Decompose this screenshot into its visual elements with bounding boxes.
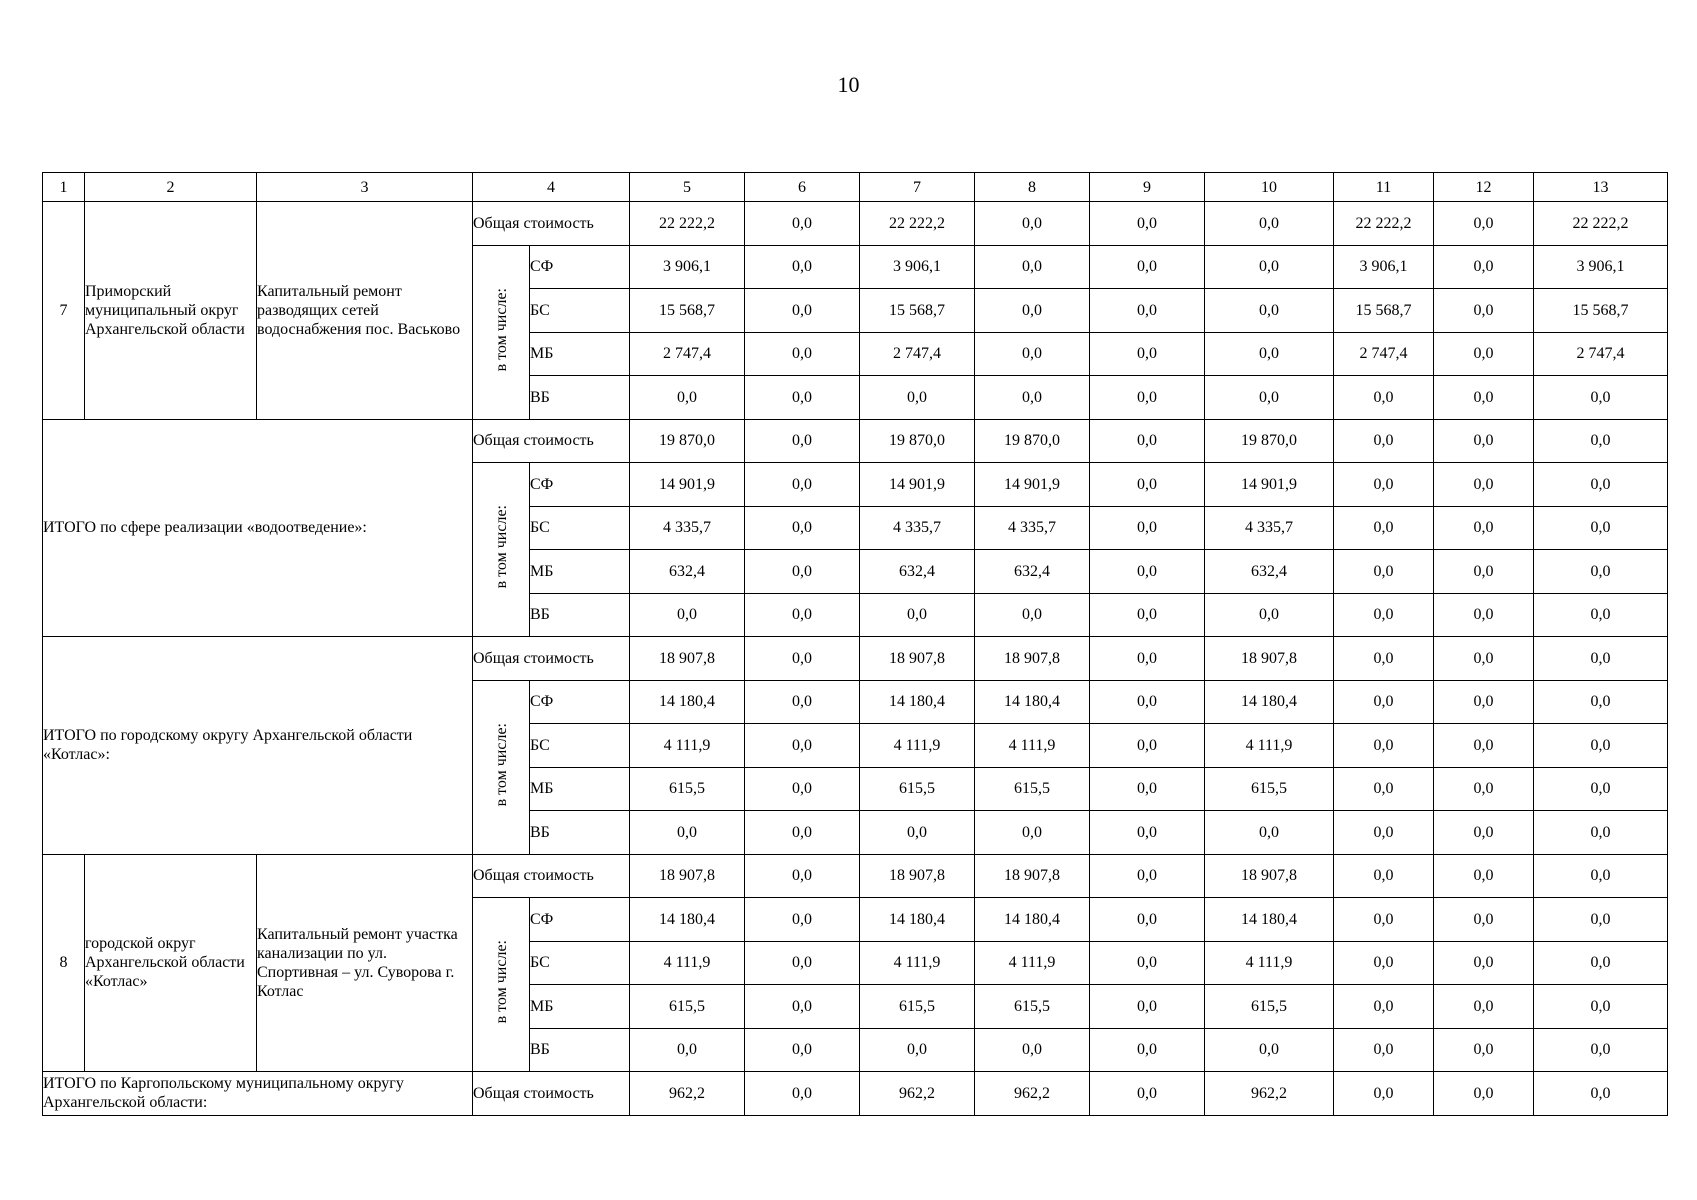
value-cell: 962,2 — [860, 1072, 975, 1116]
value-cell: 0,0 — [745, 419, 860, 463]
value-cell: 0,0 — [1090, 289, 1205, 333]
value-cell: 4 111,9 — [1205, 941, 1334, 985]
value-cell: 632,4 — [1205, 550, 1334, 594]
value-cell: 0,0 — [1090, 1072, 1205, 1116]
including-label-cell — [473, 463, 530, 637]
organization-cell: городской округ Архангельской области «Котлас» — [85, 854, 257, 1072]
total-title-cell: ИТОГО по сфере реализации «водоотведение»: — [43, 419, 473, 637]
value-cell: 0,0 — [1090, 463, 1205, 507]
row-number: 8 — [43, 854, 85, 1072]
value-cell: 0,0 — [1434, 550, 1534, 594]
value-cell: 4 111,9 — [1205, 724, 1334, 768]
value-cell: 0,0 — [745, 811, 860, 855]
value-cell: 0,0 — [1434, 854, 1534, 898]
value-cell: 0,0 — [1334, 854, 1434, 898]
value-cell: 15 568,7 — [1534, 289, 1668, 333]
value-cell: 0,0 — [745, 680, 860, 724]
value-cell: 0,0 — [1534, 419, 1668, 463]
value-cell: 0,0 — [630, 811, 745, 855]
work-description-cell: Капитальный ремонт участка канализации по ул. Спортивная – ул. Суворова г. Котлас — [257, 854, 473, 1072]
value-cell: 4 335,7 — [1205, 506, 1334, 550]
value-cell: 0,0 — [1090, 506, 1205, 550]
value-cell: 0,0 — [1090, 550, 1205, 594]
value-cell: 0,0 — [1334, 1028, 1434, 1072]
value-cell: 14 180,4 — [1205, 898, 1334, 942]
including-label: в том числе: — [492, 722, 510, 807]
table-row — [43, 202, 1668, 246]
column-header: 10 — [1205, 173, 1334, 202]
funding-source-cell: СФ — [530, 898, 630, 942]
value-cell: 0,0 — [860, 811, 975, 855]
value-cell: 14 901,9 — [860, 463, 975, 507]
value-cell: 0,0 — [745, 332, 860, 376]
value-cell: 4 111,9 — [860, 941, 975, 985]
value-cell: 0,0 — [1434, 332, 1534, 376]
value-cell: 0,0 — [1434, 1072, 1534, 1116]
column-header: 3 — [257, 173, 473, 202]
value-cell: 615,5 — [1205, 985, 1334, 1029]
value-cell: 0,0 — [1434, 724, 1534, 768]
value-cell: 615,5 — [860, 767, 975, 811]
value-cell: 0,0 — [745, 1028, 860, 1072]
including-label-cell — [473, 680, 530, 854]
value-cell: 0,0 — [1434, 767, 1534, 811]
funding-source-cell: МБ — [530, 332, 630, 376]
value-cell: 0,0 — [1434, 811, 1534, 855]
value-cell: 615,5 — [975, 767, 1090, 811]
column-header: 11 — [1334, 173, 1434, 202]
value-cell: 0,0 — [1205, 202, 1334, 246]
value-cell: 15 568,7 — [1334, 289, 1434, 333]
value-cell: 0,0 — [1090, 898, 1205, 942]
value-cell: 0,0 — [1090, 332, 1205, 376]
value-cell: 0,0 — [1434, 289, 1534, 333]
funding-source-cell: ВБ — [530, 811, 630, 855]
value-cell: 0,0 — [1334, 941, 1434, 985]
value-cell: 0,0 — [1334, 506, 1434, 550]
value-cell: 0,0 — [1334, 550, 1434, 594]
value-cell: 0,0 — [1534, 593, 1668, 637]
value-cell: 3 906,1 — [1334, 245, 1434, 289]
value-cell: 2 747,4 — [1534, 332, 1668, 376]
funding-source-cell: МБ — [530, 985, 630, 1029]
including-label-cell — [473, 898, 530, 1072]
value-cell: 0,0 — [1434, 593, 1534, 637]
value-cell: 615,5 — [1205, 767, 1334, 811]
funding-source-cell: СФ — [530, 680, 630, 724]
value-cell: 4 335,7 — [975, 506, 1090, 550]
value-cell: 0,0 — [975, 289, 1090, 333]
value-cell: 0,0 — [1090, 245, 1205, 289]
value-cell: 0,0 — [1534, 811, 1668, 855]
value-cell: 14 180,4 — [860, 898, 975, 942]
value-cell: 0,0 — [1434, 1028, 1534, 1072]
value-cell: 632,4 — [630, 550, 745, 594]
value-cell: 615,5 — [975, 985, 1090, 1029]
value-cell: 0,0 — [1090, 1028, 1205, 1072]
including-label: в том числе: — [492, 940, 510, 1024]
value-cell: 0,0 — [1334, 811, 1434, 855]
value-cell: 0,0 — [860, 1028, 975, 1072]
value-cell: 0,0 — [745, 202, 860, 246]
including-label: в том числе: — [492, 287, 510, 372]
table-row — [43, 1072, 1668, 1116]
value-cell: 0,0 — [860, 593, 975, 637]
value-cell: 0,0 — [1434, 376, 1534, 420]
value-cell: 18 907,8 — [860, 854, 975, 898]
value-cell: 15 568,7 — [630, 289, 745, 333]
funding-source-cell: ВБ — [530, 376, 630, 420]
value-cell: 615,5 — [630, 985, 745, 1029]
value-cell: 2 747,4 — [1334, 332, 1434, 376]
value-cell: 18 907,8 — [630, 854, 745, 898]
value-cell: 0,0 — [1534, 1028, 1668, 1072]
value-cell: 0,0 — [1534, 376, 1668, 420]
value-cell: 615,5 — [630, 767, 745, 811]
value-cell: 632,4 — [975, 550, 1090, 594]
value-cell: 0,0 — [1534, 854, 1668, 898]
funding-source-cell: СФ — [530, 463, 630, 507]
table-row — [43, 419, 1668, 463]
total-title-cell: ИТОГО по городскому округу Архангельской области «Котлас»: — [43, 637, 473, 855]
value-cell: 0,0 — [1434, 463, 1534, 507]
value-cell: 0,0 — [1090, 767, 1205, 811]
value-cell: 0,0 — [745, 593, 860, 637]
value-cell: 0,0 — [1205, 811, 1334, 855]
column-header: 7 — [860, 173, 975, 202]
value-cell: 0,0 — [1534, 463, 1668, 507]
value-cell: 0,0 — [1534, 767, 1668, 811]
value-cell: 3 906,1 — [860, 245, 975, 289]
column-header: 12 — [1434, 173, 1534, 202]
column-header: 9 — [1090, 173, 1205, 202]
value-cell: 15 568,7 — [860, 289, 975, 333]
value-cell: 0,0 — [745, 985, 860, 1029]
value-cell: 0,0 — [1334, 680, 1434, 724]
value-cell: 4 111,9 — [630, 941, 745, 985]
value-cell: 22 222,2 — [1534, 202, 1668, 246]
value-cell: 19 870,0 — [1205, 419, 1334, 463]
value-cell: 0,0 — [745, 506, 860, 550]
including-label: в том числе: — [492, 505, 510, 589]
value-cell: 0,0 — [1534, 898, 1668, 942]
value-cell: 4 335,7 — [860, 506, 975, 550]
value-cell: 0,0 — [860, 376, 975, 420]
funding-source-cell: СФ — [530, 245, 630, 289]
funding-source-cell: МБ — [530, 767, 630, 811]
value-cell: 0,0 — [1090, 202, 1205, 246]
value-cell: 0,0 — [1090, 854, 1205, 898]
value-cell: 4 111,9 — [630, 724, 745, 768]
value-cell: 3 906,1 — [1534, 245, 1668, 289]
value-cell: 0,0 — [1090, 941, 1205, 985]
value-cell: 0,0 — [1534, 550, 1668, 594]
value-cell: 3 906,1 — [630, 245, 745, 289]
funding-source-cell: МБ — [530, 550, 630, 594]
value-cell: 4 111,9 — [975, 941, 1090, 985]
value-cell: 0,0 — [1534, 1072, 1668, 1116]
organization-cell: Приморский муниципальный округ Архангельской области — [85, 202, 257, 420]
value-cell: 0,0 — [1334, 463, 1434, 507]
value-cell: 19 870,0 — [975, 419, 1090, 463]
value-cell: 0,0 — [1090, 376, 1205, 420]
work-description-cell: Капитальный ремонт разводящих сетей водоснабжения пос. Васьково — [257, 202, 473, 420]
total-cost-label: Общая стоимость — [473, 637, 630, 681]
value-cell: 0,0 — [1434, 506, 1534, 550]
value-cell: 0,0 — [1205, 289, 1334, 333]
column-header: 2 — [85, 173, 257, 202]
value-cell: 0,0 — [1534, 941, 1668, 985]
row-number: 7 — [43, 202, 85, 420]
total-title-cell: ИТОГО по Каргопольскому муниципальному округу Архангельской области: — [43, 1072, 473, 1116]
value-cell: 18 907,8 — [1205, 637, 1334, 681]
value-cell: 14 901,9 — [1205, 463, 1334, 507]
value-cell: 0,0 — [1205, 376, 1334, 420]
total-cost-label: Общая стоимость — [473, 854, 630, 898]
value-cell: 0,0 — [1434, 985, 1534, 1029]
column-header: 6 — [745, 173, 860, 202]
funding-source-cell: БС — [530, 724, 630, 768]
value-cell: 0,0 — [1534, 506, 1668, 550]
value-cell: 0,0 — [745, 898, 860, 942]
header-row — [43, 173, 1668, 202]
value-cell: 615,5 — [860, 985, 975, 1029]
value-cell: 0,0 — [1434, 202, 1534, 246]
value-cell: 0,0 — [745, 854, 860, 898]
value-cell: 22 222,2 — [1334, 202, 1434, 246]
table-row — [43, 637, 1668, 681]
value-cell: 0,0 — [630, 1028, 745, 1072]
value-cell: 0,0 — [1434, 898, 1534, 942]
value-cell: 22 222,2 — [860, 202, 975, 246]
value-cell: 0,0 — [1534, 724, 1668, 768]
value-cell: 962,2 — [1205, 1072, 1334, 1116]
value-cell: 14 180,4 — [975, 680, 1090, 724]
value-cell: 632,4 — [860, 550, 975, 594]
value-cell: 14 180,4 — [1205, 680, 1334, 724]
value-cell: 0,0 — [975, 811, 1090, 855]
value-cell: 0,0 — [1434, 941, 1534, 985]
value-cell: 0,0 — [745, 463, 860, 507]
column-header: 5 — [630, 173, 745, 202]
value-cell: 22 222,2 — [630, 202, 745, 246]
value-cell: 0,0 — [745, 289, 860, 333]
value-cell: 0,0 — [745, 767, 860, 811]
funding-source-cell: БС — [530, 506, 630, 550]
value-cell: 4 111,9 — [860, 724, 975, 768]
value-cell: 0,0 — [1205, 593, 1334, 637]
value-cell: 0,0 — [1334, 637, 1434, 681]
value-cell: 0,0 — [1334, 724, 1434, 768]
value-cell: 14 180,4 — [630, 898, 745, 942]
value-cell: 0,0 — [745, 1072, 860, 1116]
value-cell: 0,0 — [1434, 637, 1534, 681]
value-cell: 0,0 — [1090, 985, 1205, 1029]
page-number: 10 — [837, 72, 860, 97]
value-cell: 0,0 — [975, 332, 1090, 376]
value-cell: 0,0 — [975, 202, 1090, 246]
value-cell: 0,0 — [1090, 724, 1205, 768]
value-cell: 4 335,7 — [630, 506, 745, 550]
funding-source-cell: БС — [530, 941, 630, 985]
value-cell: 0,0 — [1334, 898, 1434, 942]
value-cell: 14 901,9 — [975, 463, 1090, 507]
value-cell: 0,0 — [1334, 419, 1434, 463]
value-cell: 0,0 — [1334, 767, 1434, 811]
value-cell: 0,0 — [1434, 680, 1534, 724]
value-cell: 0,0 — [630, 593, 745, 637]
value-cell: 0,0 — [1090, 811, 1205, 855]
value-cell: 0,0 — [1334, 593, 1434, 637]
value-cell: 0,0 — [1534, 680, 1668, 724]
column-header: 8 — [975, 173, 1090, 202]
value-cell: 0,0 — [745, 245, 860, 289]
value-cell: 0,0 — [1205, 1028, 1334, 1072]
value-cell: 19 870,0 — [630, 419, 745, 463]
value-cell: 0,0 — [1434, 419, 1534, 463]
value-cell: 0,0 — [1534, 985, 1668, 1029]
value-cell: 962,2 — [975, 1072, 1090, 1116]
value-cell: 0,0 — [1205, 245, 1334, 289]
value-cell: 0,0 — [1334, 1072, 1434, 1116]
value-cell: 0,0 — [630, 376, 745, 420]
funding-source-cell: ВБ — [530, 593, 630, 637]
value-cell: 18 907,8 — [1205, 854, 1334, 898]
value-cell: 0,0 — [1334, 985, 1434, 1029]
value-cell: 0,0 — [975, 245, 1090, 289]
value-cell: 0,0 — [745, 941, 860, 985]
value-cell: 18 907,8 — [975, 854, 1090, 898]
value-cell: 14 180,4 — [975, 898, 1090, 942]
value-cell: 0,0 — [1534, 637, 1668, 681]
value-cell: 0,0 — [1434, 245, 1534, 289]
value-cell: 19 870,0 — [860, 419, 975, 463]
value-cell: 0,0 — [975, 1028, 1090, 1072]
value-cell: 0,0 — [1334, 376, 1434, 420]
value-cell: 18 907,8 — [975, 637, 1090, 681]
budget-table — [42, 172, 1668, 1116]
value-cell: 14 180,4 — [630, 680, 745, 724]
value-cell: 4 111,9 — [975, 724, 1090, 768]
value-cell: 0,0 — [1205, 332, 1334, 376]
value-cell: 0,0 — [975, 376, 1090, 420]
value-cell: 0,0 — [1090, 593, 1205, 637]
value-cell: 18 907,8 — [860, 637, 975, 681]
value-cell: 0,0 — [1090, 419, 1205, 463]
total-cost-label: Общая стоимость — [473, 419, 630, 463]
total-cost-label: Общая стоимость — [473, 1072, 630, 1116]
value-cell: 0,0 — [745, 550, 860, 594]
including-label-cell — [473, 245, 530, 419]
value-cell: 0,0 — [745, 724, 860, 768]
value-cell: 0,0 — [745, 637, 860, 681]
funding-source-cell: БС — [530, 289, 630, 333]
value-cell: 0,0 — [1090, 637, 1205, 681]
value-cell: 14 901,9 — [630, 463, 745, 507]
value-cell: 0,0 — [975, 593, 1090, 637]
funding-source-cell: ВБ — [530, 1028, 630, 1072]
column-header: 13 — [1534, 173, 1668, 202]
column-header: 1 — [43, 173, 85, 202]
value-cell: 2 747,4 — [630, 332, 745, 376]
value-cell: 14 180,4 — [860, 680, 975, 724]
total-cost-label: Общая стоимость — [473, 202, 630, 246]
value-cell: 962,2 — [630, 1072, 745, 1116]
table-row — [43, 854, 1668, 898]
value-cell: 0,0 — [1090, 680, 1205, 724]
value-cell: 2 747,4 — [860, 332, 975, 376]
column-header: 4 — [473, 173, 630, 202]
value-cell: 0,0 — [745, 376, 860, 420]
value-cell: 18 907,8 — [630, 637, 745, 681]
